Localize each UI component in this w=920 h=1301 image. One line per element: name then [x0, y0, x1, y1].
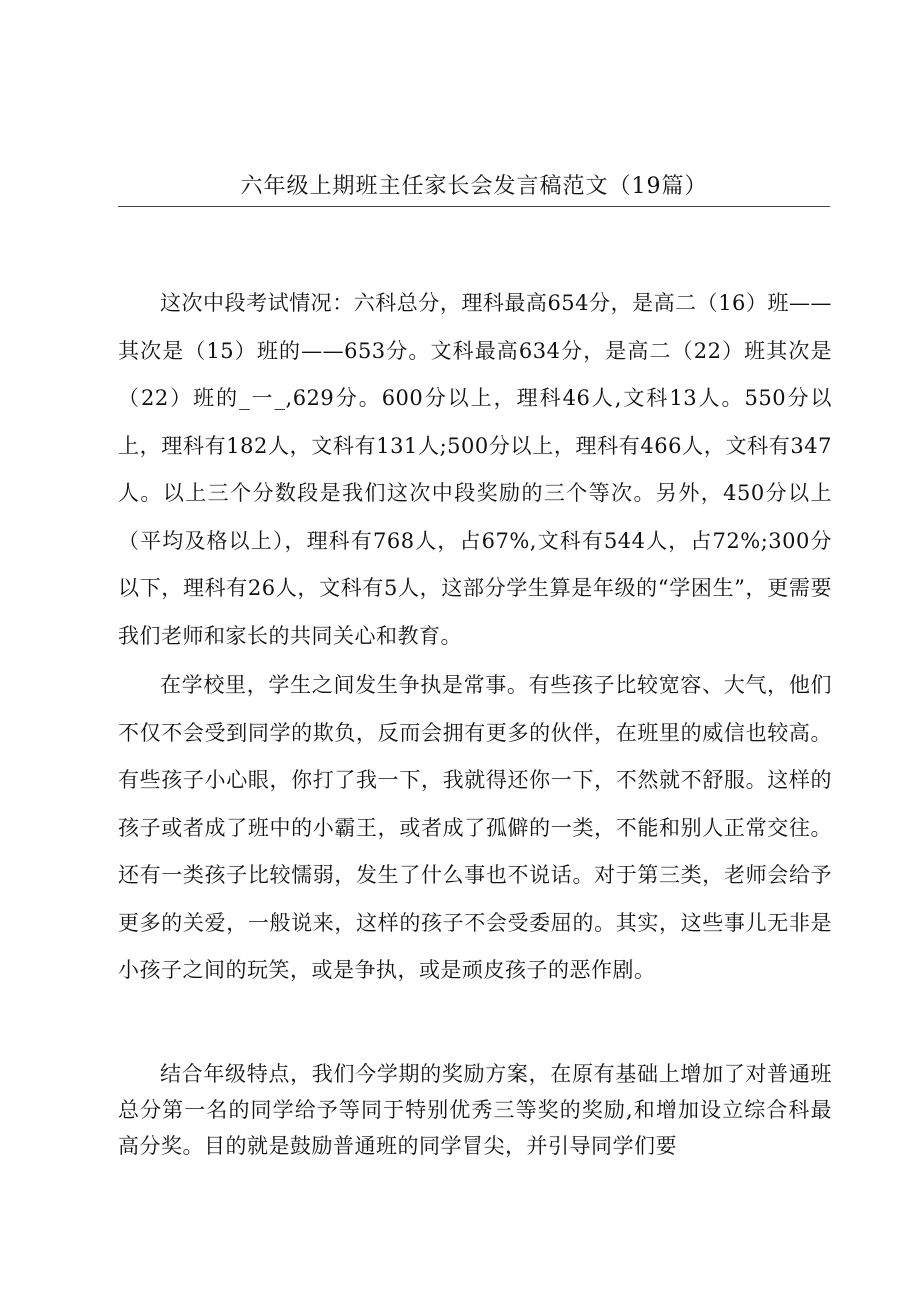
paragraph-reward-plan: 结合年级特点，我们今学期的奖励方案，在原有基础上增加了对普通班总分第一名的同学给予等同于特别优秀三等奖的奖励,和增加设立综合科最高分奖。目的就是鼓励普通班的同学冒尖，并引导同学们要	[118, 1062, 832, 1158]
title-underline	[118, 206, 830, 207]
paragraph-student-disputes: 在学校里，学生之间发生争执是常事。有些孩子比较宽容、大气，他们不仅不会受到同学的欺负，反而会拥有更多的伙伴，在班里的威信也较高。有些孩子小心眼，你打了我一下，我就得还你一下，不然就不舒服。这样的孩子或者成了班中的小霸王，或者成了孤僻的一类，不能和别人正常交往。还有一类孩子比较懦弱，发生了什么事也不说话。对于第三类，老师会给予更多的关爱，一般说来，这样的孩子不会受委屈的。其实，这些事儿无非是小孩子之间的玩笑，或是争执，或是顽皮孩子的恶作剧。	[118, 673, 832, 982]
document-title: 六年级上期班主任家长会发言稿范文（19篇）	[240, 174, 708, 199]
paragraph-exam-results: 这次中段考试情况：六科总分，理科最高654分，是高二（16）班——其次是（15）班的——653分。文科最高634分，是高二（22）班其次是（22）班的_一_,629分。600分以上，理科46人,文科13人。550分以上，理科有182人，文科有131人;500分以上，理科有466人，文科有347人。以上三个分数段是我们这次中段奖励的三个等次。另外，450分以上（平均及格以上），理科有768人，占67%,文科有544人，占72%;300分以下，理科有26人，文科有5人，这部分学生算是年级的“学困生”，更需要我们老师和家长的共同关心和教育。	[118, 291, 832, 648]
